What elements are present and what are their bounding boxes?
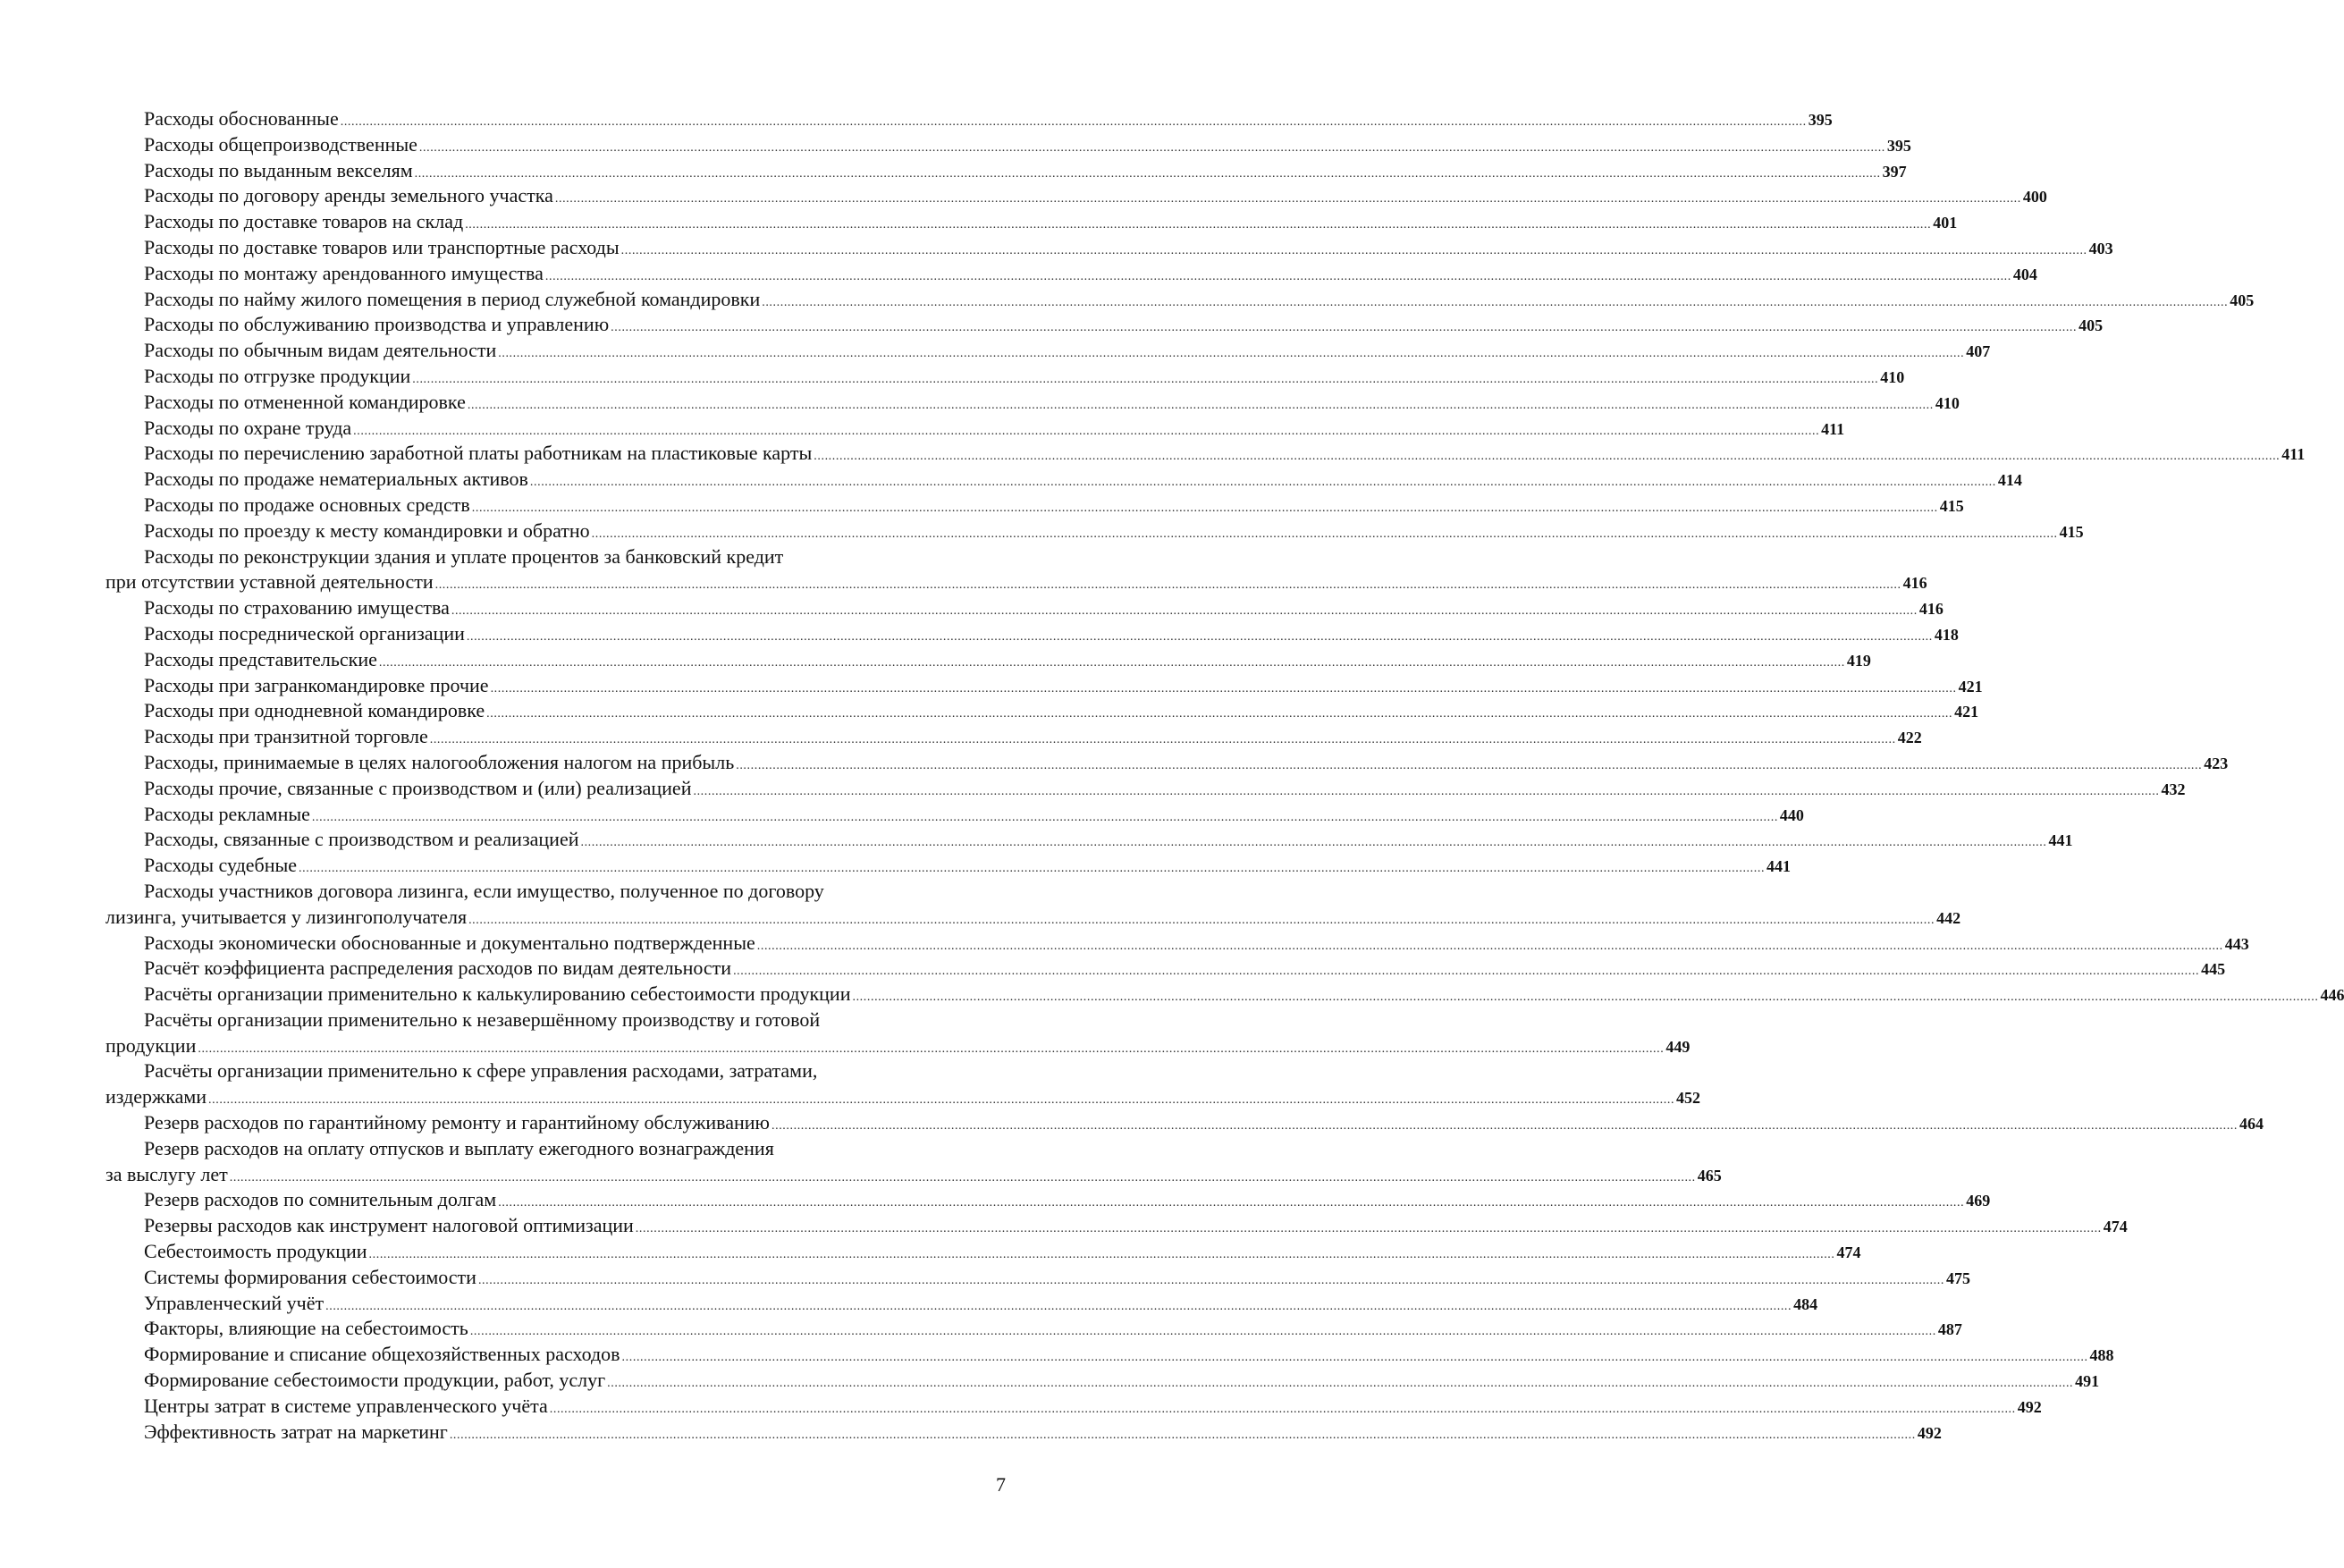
toc-entry-title: Расходы, связанные с производством и реализацией: [144, 828, 579, 851]
toc-entry[interactable]: [105, 1110, 2264, 1136]
toc-entry-title: Расходы, принимаемые в целях налогообложения налогом на прибыль: [144, 750, 735, 773]
toc-entry[interactable]: [105, 158, 1907, 184]
toc-entry-page: 422: [1897, 729, 1922, 747]
dot-leader: ................................................................................................................................................................................................................................................................................................................................................................................................................: [544, 269, 2011, 283]
toc-entry-title: Эффективность затрат на маркетинг: [144, 1420, 448, 1443]
toc-entry-line: [105, 956, 2226, 982]
toc-entry-line: [105, 621, 1959, 647]
toc-entry-title: Расходы по продаже нематериальных активов: [144, 468, 528, 491]
toc-entry[interactable]: [105, 1291, 1818, 1317]
toc-entry-page: 441: [2048, 831, 2073, 850]
toc-entry-line: [105, 1007, 1008, 1033]
toc-entry-line: [105, 1342, 2114, 1368]
toc-entry-page: 405: [2078, 316, 2104, 335]
dot-leader: ................................................................................................................................................................................................................................................................................................................................................................................................................: [756, 939, 2223, 953]
toc-entry-line: [105, 1136, 1008, 1162]
toc-entry-page: 415: [2059, 522, 2084, 541]
toc-entry-title: Факторы, влияющие на себестоимость: [144, 1317, 468, 1340]
toc-entry-page: 403: [2088, 239, 2113, 257]
toc-entry[interactable]: [105, 827, 2073, 853]
toc-entry-title: Расходы по обслуживанию производства и управлению: [144, 313, 610, 336]
toc-entry[interactable]: [105, 931, 2249, 957]
dot-leader: ................................................................................................................................................................................................................................................................................................................................................................................................................: [621, 1351, 2088, 1365]
toc-entry-page: 432: [2161, 780, 2186, 798]
dot-leader: ................................................................................................................................................................................................................................................................................................................................................................................................................: [549, 1402, 2016, 1416]
toc-entry-page: 464: [2239, 1115, 2264, 1134]
toc-entry-page: 411: [2281, 445, 2306, 464]
toc-entry[interactable]: [105, 132, 1911, 158]
toc-entry-line: [105, 1291, 1818, 1317]
toc-entry-page: 404: [2012, 265, 2037, 283]
toc-entry-title: Расходы судебные: [144, 854, 298, 877]
toc-entry-line: [105, 776, 2186, 802]
toc-entry[interactable]: [105, 1187, 1991, 1213]
toc-entry-page: 446: [2320, 986, 2344, 1005]
dot-leader: ................................................................................................................................................................................................................................................................................................................................................................................................................: [468, 913, 1935, 927]
toc-entry-title: при отсутствии уставной деятельности: [105, 570, 434, 594]
toc-entry-title: Расчёты организации применительно к незавершённому производству и готовой: [144, 1007, 821, 1031]
dot-leader: ................................................................................................................................................................................................................................................................................................................................................................................................................: [299, 862, 1766, 876]
dot-leader: ................................................................................................................................................................................................................................................................................................................................................................................................................: [471, 501, 1938, 515]
toc-entry-line: [105, 827, 2073, 853]
toc-entry-page: 421: [1954, 703, 1979, 721]
dot-leader: ................................................................................................................................................................................................................................................................................................................................................................................................................: [229, 1170, 1696, 1184]
dot-leader: ................................................................................................................................................................................................................................................................................................................................................................................................................: [591, 527, 2058, 541]
toc-entry[interactable]: [105, 493, 1964, 518]
toc-entry-title: Расчёты организации применительно к сфере управления расходами, затратами,: [144, 1059, 818, 1083]
toc-entry-page: 442: [1936, 908, 1961, 927]
toc-entry-line: [105, 595, 1943, 621]
dot-leader: ................................................................................................................................................................................................................................................................................................................................................................................................................: [465, 218, 1932, 232]
toc-entry-page: 411: [1821, 419, 1845, 438]
toc-entry[interactable]: [105, 776, 2186, 802]
toc-entry-title: Себестоимость продукции: [144, 1240, 367, 1263]
toc-entry-line: [105, 750, 2229, 776]
toc-entry[interactable]: [105, 364, 1905, 390]
toc-entry-title: Расходы по продаже основных средств: [144, 493, 470, 516]
toc-entry-page: 475: [1945, 1269, 1970, 1287]
toc-entry-line: [105, 1213, 2128, 1239]
dot-leader: ................................................................................................................................................................................................................................................................................................................................................................................................................: [620, 243, 2087, 257]
toc-entry[interactable]: [105, 802, 1804, 828]
toc-entry-page: 492: [1917, 1423, 1942, 1442]
toc-entry-line: [105, 183, 2047, 209]
toc-entry-line: [105, 931, 2249, 957]
toc-entry-line: [105, 1368, 2100, 1394]
toc-entry-title: Расходы по договору аренды земельного участка: [144, 184, 553, 207]
dot-leader: ................................................................................................................................................................................................................................................................................................................................................................................................................: [736, 758, 2203, 772]
toc-entry-line: [105, 390, 1960, 416]
dot-leader: ................................................................................................................................................................................................................................................................................................................................................................................................................: [414, 166, 1881, 181]
toc-entry-title: Расходы при транзитной торговле: [144, 725, 428, 748]
toc-entry-line: [105, 106, 1833, 132]
toc-entry[interactable]: [105, 390, 1960, 416]
dot-leader: ................................................................................................................................................................................................................................................................................................................................................................................................................: [418, 140, 1885, 155]
toc-entry-title: Расходы при загранкомандировке прочие: [144, 673, 489, 696]
toc-entry-page: 419: [1846, 651, 1871, 670]
dot-leader: ................................................................................................................................................................................................................................................................................................................................................................................................................: [486, 707, 1953, 721]
toc-entry-line: [105, 1058, 1008, 1084]
toc-entry-title: Расходы посреднической организации: [144, 621, 465, 645]
dot-leader: ................................................................................................................................................................................................................................................................................................................................................................................................................: [311, 810, 1778, 824]
toc-entry-title: Системы формирования себестоимости: [144, 1265, 476, 1288]
toc-entry-line: [105, 853, 1792, 879]
toc-entry-page: 488: [2089, 1346, 2114, 1365]
dot-leader: ................................................................................................................................................................................................................................................................................................................................................................................................................: [368, 1248, 1835, 1262]
toc-entry-title: лизинга, учитывается у лизингополучателя: [105, 905, 468, 928]
toc-entry[interactable]: [105, 416, 1845, 442]
toc-entry-page: 491: [2075, 1372, 2100, 1391]
dot-leader: ................................................................................................................................................................................................................................................................................................................................................................................................................: [490, 681, 1957, 695]
toc-entry-line: [105, 1084, 1701, 1110]
toc-entry-line: [105, 802, 1804, 828]
toc-entry-line: [105, 982, 2344, 1007]
toc-entry-line: [105, 1033, 1691, 1059]
toc-entry-line: [105, 261, 2037, 287]
toc-entry-title: Управленческий учёт: [144, 1291, 325, 1314]
toc-entry-title: Резерв расходов по гарантийному ремонту и гарантийному обслуживанию: [144, 1111, 770, 1134]
toc-entry[interactable]: [105, 441, 2306, 467]
toc-entry-line: [105, 905, 1961, 931]
toc-entry-line: [105, 209, 1958, 235]
toc-entry-line: [105, 1110, 2264, 1136]
toc-entry-page: 416: [1918, 600, 1943, 619]
toc-entry[interactable]: [105, 1213, 2128, 1239]
toc-entry-page: 492: [2017, 1397, 2042, 1416]
toc-entry-page: 474: [2103, 1218, 2128, 1236]
dot-leader: ................................................................................................................................................................................................................................................................................................................................................................................................................: [498, 1196, 1965, 1210]
toc-entry-line: [105, 1420, 1942, 1446]
toc-entry-title: Расходы по обычным видам деятельности: [144, 339, 497, 362]
dot-leader: ................................................................................................................................................................................................................................................................................................................................................................................................................: [852, 991, 2319, 1005]
toc-entry[interactable]: [105, 235, 2113, 261]
toc-entry-line: [105, 879, 1008, 905]
toc-entry-page: 445: [2201, 960, 2226, 979]
dot-leader: ................................................................................................................................................................................................................................................................................................................................................................................................................: [733, 965, 2200, 979]
toc-entry[interactable]: [105, 750, 2229, 776]
toc-entry-title: Расходы участников договора лизинга, если имущество, полученное по договору: [144, 879, 824, 902]
dot-leader: ................................................................................................................................................................................................................................................................................................................................................................................................................: [412, 372, 1879, 386]
dot-leader: ................................................................................................................................................................................................................................................................................................................................................................................................................: [498, 347, 1965, 361]
toc-entry-page: 407: [1966, 342, 1991, 361]
toc-entry-line: [105, 132, 1911, 158]
toc-entry-line: [105, 1162, 1722, 1188]
dot-leader: ................................................................................................................................................................................................................................................................................................................................................................................................................: [814, 450, 2281, 464]
toc-entry[interactable]: [105, 1316, 1962, 1342]
dot-leader: ................................................................................................................................................................................................................................................................................................................................................................................................................: [693, 784, 2160, 798]
toc-entry-title: Расходы по охране труда: [144, 416, 352, 439]
dot-leader: ................................................................................................................................................................................................................................................................................................................................................................................................................: [429, 733, 1896, 747]
toc-entry-title: Расходы рекламные: [144, 802, 310, 825]
toc-entry-line: [105, 235, 2113, 261]
toc-entry-page: 410: [1935, 393, 1960, 412]
toc-entry-line: [105, 1187, 1991, 1213]
toc-entry-line: [105, 493, 1964, 518]
toc-entry-page: 418: [1934, 625, 1959, 644]
toc-entry-page: 397: [1882, 162, 1907, 181]
toc-entry-title: Резерв расходов по сомнительным долгам: [144, 1188, 497, 1211]
toc-entry-page: 441: [1766, 857, 1792, 876]
dot-leader: ................................................................................................................................................................................................................................................................................................................................................................................................................: [469, 1325, 1936, 1339]
toc-entry-line: [105, 698, 1979, 724]
toc-entry-title: Расходы общепроизводственные: [144, 132, 417, 156]
toc-entry-page: 487: [1937, 1320, 1962, 1339]
toc-entry-title: Расходы по отгрузке продукции: [144, 364, 411, 387]
toc-entry-page: 421: [1958, 677, 1983, 695]
table-of-contents: [105, 106, 2344, 1445]
toc-entry-line: [105, 158, 1907, 184]
toc-entry-title: продукции: [105, 1033, 197, 1057]
toc-entry[interactable]: [105, 879, 1961, 931]
toc-entry[interactable]: [105, 724, 1922, 750]
toc-entry[interactable]: [105, 209, 1958, 235]
dot-leader: ................................................................................................................................................................................................................................................................................................................................................................................................................: [466, 629, 1933, 644]
toc-entry-page: 423: [2204, 754, 2229, 772]
toc-entry-page: 405: [2230, 291, 2255, 309]
dot-leader: ................................................................................................................................................................................................................................................................................................................................................................................................................: [477, 1273, 1944, 1287]
dot-leader: ................................................................................................................................................................................................................................................................................................................................................................................................................: [378, 655, 1845, 670]
toc-entry-line: [105, 673, 1983, 699]
toc-entry[interactable]: [105, 595, 1943, 621]
toc-entry-title: Формирование себестоимости продукции, работ, услуг: [144, 1369, 606, 1392]
toc-entry-page: 484: [1793, 1294, 1818, 1313]
toc-entry-line: [105, 647, 1871, 673]
dot-leader: ................................................................................................................................................................................................................................................................................................................................................................................................................: [611, 321, 2078, 335]
dot-leader: ................................................................................................................................................................................................................................................................................................................................................................................................................: [353, 424, 1820, 438]
dot-leader: ................................................................................................................................................................................................................................................................................................................................................................................................................: [529, 476, 1996, 490]
toc-entry-line: [105, 416, 1845, 442]
toc-entry-title: издержками: [105, 1085, 207, 1109]
toc-entry-title: Расходы по отмененной командировке: [144, 390, 466, 413]
toc-entry-page: 395: [1886, 136, 1911, 155]
dot-leader: ................................................................................................................................................................................................................................................................................................................................................................................................................: [635, 1222, 2102, 1236]
toc-entry[interactable]: [105, 647, 1871, 673]
dot-leader: ................................................................................................................................................................................................................................................................................................................................................................................................................: [325, 1299, 1792, 1313]
toc-entry[interactable]: [105, 1058, 1701, 1110]
toc-entry-line: [105, 1239, 1861, 1265]
dot-leader: ................................................................................................................................................................................................................................................................................................................................................................................................................: [554, 192, 2021, 207]
toc-entry[interactable]: [105, 1342, 2114, 1368]
toc-entry[interactable]: [105, 338, 1991, 364]
toc-entry-page: 395: [1808, 111, 1833, 129]
toc-entry-page: 452: [1676, 1089, 1701, 1108]
toc-entry-title: Расходы обоснованные: [144, 107, 339, 130]
dot-leader: ................................................................................................................................................................................................................................................................................................................................................................................................................: [607, 1377, 2074, 1391]
dot-leader: ................................................................................................................................................................................................................................................................................................................................................................................................................: [771, 1119, 2238, 1134]
toc-entry-line: [105, 467, 2022, 493]
toc-entry[interactable]: [105, 467, 2022, 493]
toc-entry-line: [105, 569, 1927, 595]
toc-entry-page: 469: [1966, 1192, 1991, 1210]
toc-entry-page: 440: [1779, 805, 1804, 824]
toc-entry[interactable]: [105, 698, 1979, 724]
toc-entry-line: [105, 544, 1008, 570]
toc-entry[interactable]: [105, 287, 2255, 313]
toc-entry-title: Расходы по перечислению заработной платы работникам на пластиковые карты: [144, 442, 813, 465]
toc-entry-line: [105, 1265, 1970, 1291]
toc-entry[interactable]: [105, 106, 1833, 132]
toc-entry-line: [105, 518, 2084, 544]
toc-entry-title: Расходы по реконструкции здания и уплате процентов за банковский кредит: [144, 544, 784, 568]
toc-entry-title: Центры затрат в системе управленческого учёта: [144, 1394, 548, 1417]
toc-entry-line: [105, 364, 1905, 390]
toc-entry[interactable]: [105, 853, 1792, 879]
page-number: 7: [996, 1473, 1006, 1496]
toc-entry-page: 415: [1939, 496, 1964, 515]
toc-entry[interactable]: [105, 621, 1959, 647]
toc-entry[interactable]: [105, 1368, 2100, 1394]
toc-entry-line: [105, 287, 2255, 313]
toc-entry[interactable]: [105, 261, 2037, 287]
toc-entry-page: 416: [1902, 574, 1927, 593]
toc-entry[interactable]: [105, 1239, 1861, 1265]
toc-entry-line: [105, 441, 2306, 467]
toc-entry-page: 401: [1933, 214, 1958, 232]
toc-entry-title: Расходы по проезду к месту командировки и обратно: [144, 518, 590, 542]
toc-entry[interactable]: [105, 518, 2084, 544]
dot-leader: ................................................................................................................................................................................................................................................................................................................................................................................................................: [208, 1093, 1675, 1108]
toc-entry[interactable]: [105, 1420, 1942, 1446]
toc-entry-line: [105, 338, 1991, 364]
toc-entry-title: Расчёт коэффициента распределения расходов по видам деятельности: [144, 957, 732, 980]
dot-leader: ................................................................................................................................................................................................................................................................................................................................................................................................................: [762, 295, 2229, 309]
toc-entry-title: за выслугу лет: [105, 1162, 228, 1185]
toc-entry[interactable]: [105, 544, 1927, 596]
toc-entry-title: Расходы по доставке товаров на склад: [144, 210, 464, 233]
toc-entry-title: Расходы экономически обоснованные и документально подтвержденные: [144, 931, 755, 954]
toc-entry-line: [105, 1316, 1962, 1342]
toc-entry-line: [105, 724, 1922, 750]
toc-entry-line: [105, 312, 2104, 338]
toc-entry[interactable]: [105, 982, 2344, 1007]
toc-entry-page: 414: [1997, 471, 2022, 490]
toc-entry-title: Расходы по страхованию имущества: [144, 596, 450, 620]
toc-entry-title: Расходы представительские: [144, 647, 377, 670]
toc-entry-page: 443: [2224, 934, 2249, 953]
toc-entry-title: Формирование и списание общехозяйственных расходов: [144, 1343, 620, 1366]
toc-entry-title: Резервы расходов как инструмент налоговой оптимизации: [144, 1214, 634, 1237]
toc-entry[interactable]: [105, 1265, 1970, 1291]
toc-entry[interactable]: [105, 1007, 1691, 1059]
dot-leader: ................................................................................................................................................................................................................................................................................................................................................................................................................: [451, 604, 1918, 619]
toc-entry-title: Расходы по монтажу арендованного имущества: [144, 261, 544, 284]
toc-entry-page: 465: [1697, 1166, 1722, 1184]
toc-entry-line: [105, 1394, 2042, 1420]
toc-entry-page: 400: [2022, 188, 2047, 207]
toc-entry-title: Расходы по доставке товаров или транспортные расходы: [144, 235, 620, 258]
dot-leader: ................................................................................................................................................................................................................................................................................................................................................................................................................: [198, 1041, 1665, 1056]
toc-entry-page: 474: [1836, 1243, 1861, 1262]
toc-entry-title: Расходы по найму жилого помещения в период служебной командировки: [144, 287, 761, 310]
toc-entry[interactable]: [105, 1394, 2042, 1420]
dot-leader: ................................................................................................................................................................................................................................................................................................................................................................................................................: [449, 1428, 1916, 1442]
toc-entry[interactable]: [105, 673, 1983, 699]
toc-entry-title: Расходы по выданным векселям: [144, 158, 413, 181]
dot-leader: ................................................................................................................................................................................................................................................................................................................................................................................................................: [467, 398, 1934, 412]
dot-leader: ................................................................................................................................................................................................................................................................................................................................................................................................................: [580, 836, 2047, 850]
toc-entry-page: 449: [1665, 1037, 1691, 1056]
toc-entry-title: Расчёты организации применительно к калькулированию себестоимости продукции: [144, 982, 851, 1006]
toc-entry[interactable]: [105, 1136, 1722, 1188]
toc-entry-page: 410: [1880, 367, 1905, 386]
toc-entry[interactable]: [105, 956, 2226, 982]
toc-entry[interactable]: [105, 183, 2047, 209]
toc-entry-title: Расходы прочие, связанные с производством и (или) реализацией: [144, 776, 692, 799]
dot-leader: ................................................................................................................................................................................................................................................................................................................................................................................................................: [434, 578, 1901, 593]
dot-leader: ................................................................................................................................................................................................................................................................................................................................................................................................................: [340, 115, 1807, 129]
toc-entry-title: Расходы при однодневной командировке: [144, 699, 485, 722]
toc-entry[interactable]: [105, 312, 2104, 338]
toc-entry-title: Резерв расходов на оплату отпусков и выплату ежегодного вознаграждения: [144, 1136, 774, 1159]
